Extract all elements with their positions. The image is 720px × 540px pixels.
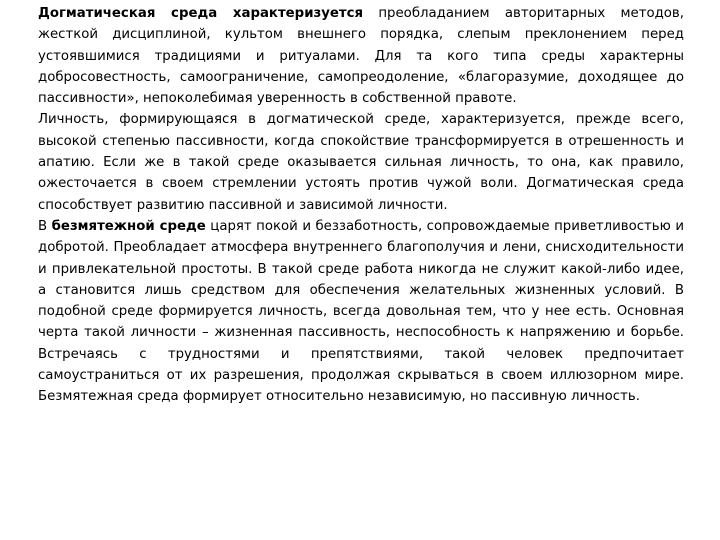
paragraph-dogmatic-personality: [38, 109, 684, 215]
term-dogmatic-environment: Догматическая среда характеризуется: [38, 6, 364, 21]
paragraph-text: царят покой и беззаботность, сопровождаемые приветливостью и добротой. Преобладает атмосфера внутреннего благополучия и лени, снисходительности и привлекательной простоты. В такой среде работа никогда не служит какой-либо идее, а становится лишь средством для обеспечения желательных жизненных условий. В подобной среде формируется личность, всегда довольная тем, что у нее есть. Основная черта такой личности – жизненная пассивность, неспособность к напряжению и борьбе. Встречаясь с трудностями и препятствиями, такой человек предпочитает самоустраниться от их разрешения, продолжая скрываться в своем иллюзорном мире. Безмятежная среда формирует относительно независимую, но пассивную личность.: [38, 218, 684, 405]
term-serene-environment: безмятежной среде: [51, 218, 206, 234]
paragraph-serene-environment: [38, 216, 684, 408]
document-body: [38, 3, 684, 537]
paragraph-lead: В: [38, 218, 52, 234]
paragraph-text: Личность, формирующаяся в догматической среде, характеризуется, прежде всего, высокой степенью пассивности, когда спокойствие трансформируется в отрешенность и апатию. Если же в такой среде оказывается сильная личность, то она, как правило, ожесточается в своем стремлении устоять против чужой воли. Догматическая среда способствует развитию пассивной и зависимой личности.: [38, 112, 684, 213]
paragraph-text: преобладанием авторитарных методов, жесткой дисциплиной, культом внешнего порядка, слепым преклонением перед устоявшимися традициями и ритуалами. Для та кого типа среды характерны добросовестность, самоограничение, самопреодоление, «благоразумие, доходящее до пассивности», непоколебимая уверенность в собственной правоте.: [38, 6, 684, 107]
paragraph-dogmatic-environment: [38, 3, 684, 109]
